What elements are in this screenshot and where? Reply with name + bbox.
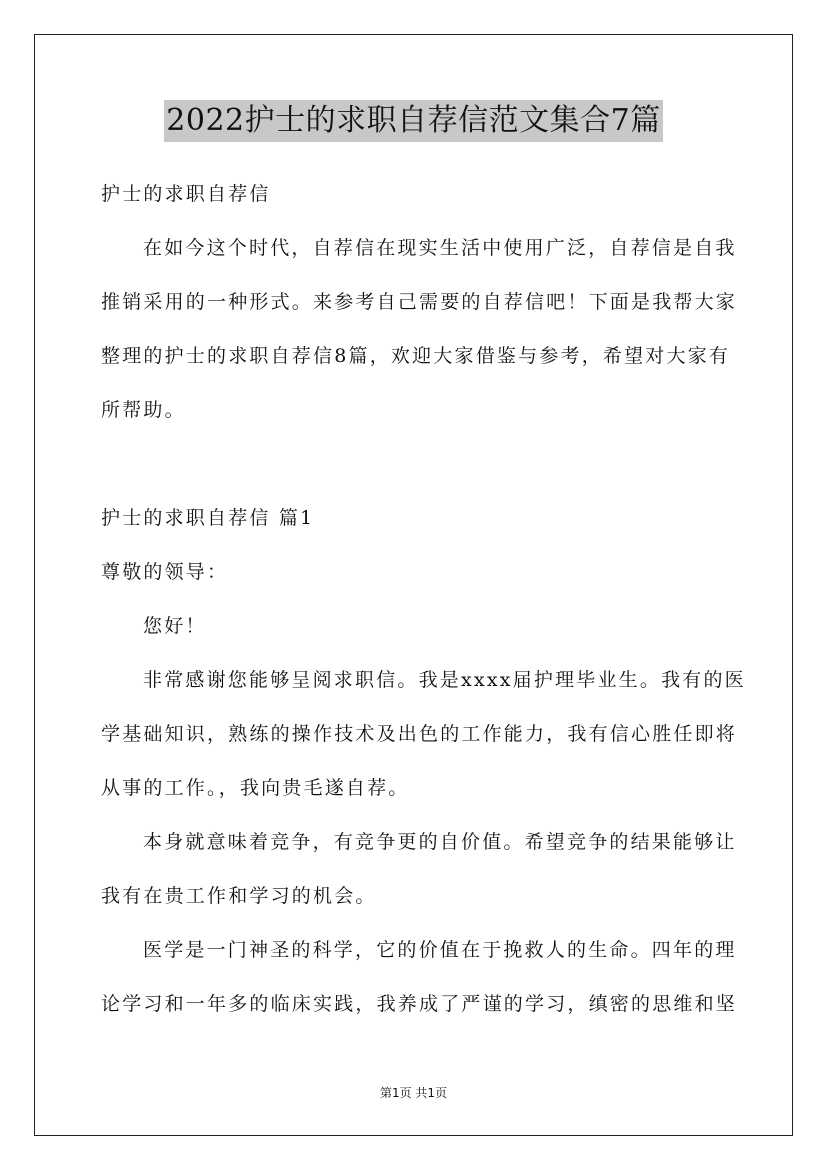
salutation: 尊敬的领导： — [101, 561, 229, 583]
paragraph-line: 推销采用的一种形式。来参考自己需要的自荐信吧！下面是我帮大家 — [101, 291, 738, 313]
paragraph-line: 整理的护士的求职自荐信8篇，欢迎大家借鉴与参考，希望对大家有 — [101, 345, 731, 367]
paragraph-line: 非常感谢您能够呈阅求职信。我是xxxx届护理毕业生。我有的医 — [143, 669, 746, 691]
section-heading: 护士的求职自荐信 — [101, 183, 271, 205]
paragraph-line: 我有在贵工作和学习的机会。 — [101, 885, 377, 907]
paragraph-line: 本身就意味着竞争，有竞争更的自价值。希望竞争的结果能够让 — [143, 831, 737, 853]
paragraph-line: 从事的工作。，我向贵毛遂自荐。 — [101, 777, 410, 799]
title-container — [0, 100, 827, 142]
paragraph-line: 医学是一门神圣的科学，它的价值在于挽救人的生命。四年的理 — [143, 939, 737, 961]
document-title: 2022护士的求职自荐信范文集合7篇 — [164, 100, 662, 142]
paragraph-line: 论学习和一年多的临床实践，我养成了严谨的学习，缜密的思维和坚 — [101, 993, 738, 1015]
paragraph-line: 在如今这个时代，自荐信在现实生活中使用广泛，自荐信是自我 — [143, 237, 737, 259]
greeting: 您好！ — [143, 615, 207, 637]
page-footer: 第1页 共1页 — [379, 1086, 448, 1100]
section-heading: 护士的求职自荐信 篇1 — [101, 507, 315, 529]
paragraph-line: 学基础知识，熟练的操作技术及出色的工作能力，我有信心胜任即将 — [101, 723, 738, 745]
paragraph-line: 所帮助。 — [101, 399, 186, 421]
